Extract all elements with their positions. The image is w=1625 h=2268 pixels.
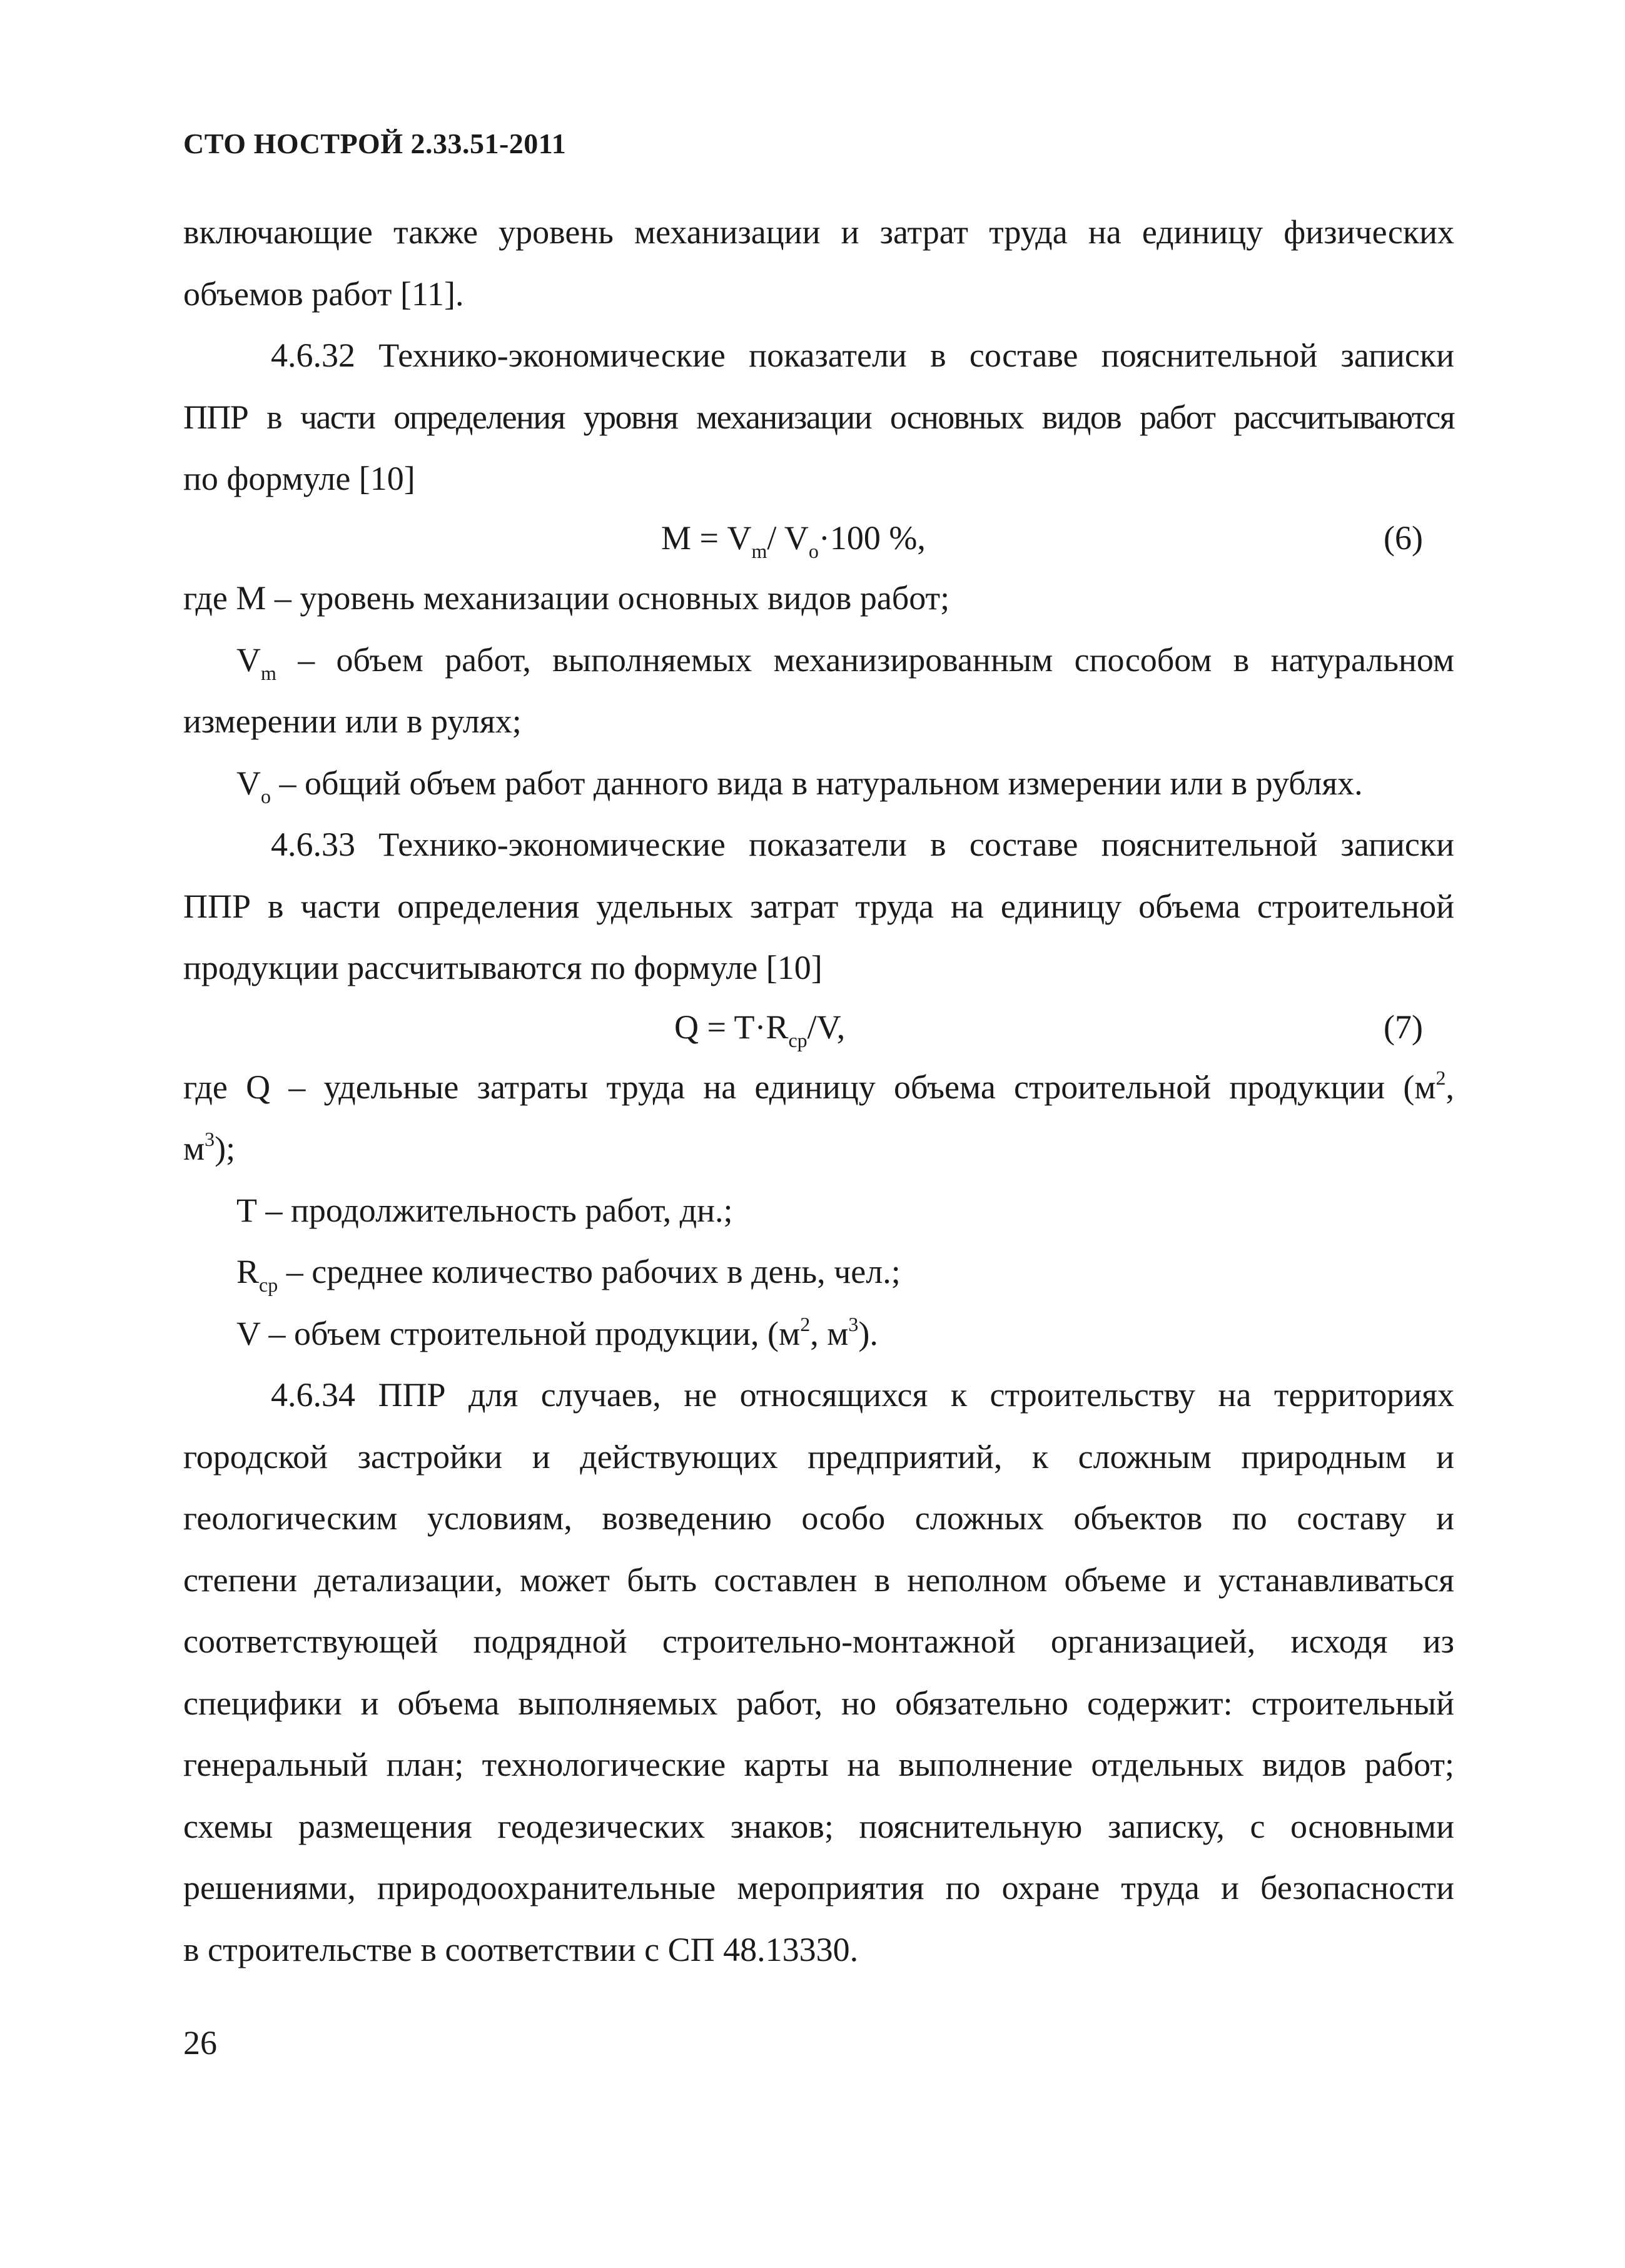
text-line: где М – уровень механизации основных видов работ; — [183, 579, 950, 617]
definition-rcp: $R_{ср}$ – среднее количество рабочих в день, чел.; — [236, 1253, 901, 1296]
text-line: геологическим условиям, возведению особо сложных объектов по составу и — [183, 1499, 1454, 1537]
paragraph-4-6-34-start: 4.6.34 ППР для случаев, не относящихся к строительству на территориях — [271, 1376, 1454, 1414]
document-header: СТО НОСТРОЙ 2.33.51-2011 — [183, 128, 567, 159]
text-line: генеральный план; технологические карты на выполнение отдельных видов работ; — [183, 1746, 1454, 1783]
equation-number-7: (7) — [1384, 1008, 1423, 1046]
paragraph-4-6-32-start: 4.6.32 Технико-экономические показатели в составе пояснительной записки — [271, 337, 1454, 374]
text-line: степени детализации, может быть составлен в неполном объеме и устанавливаться — [183, 1561, 1454, 1599]
text-line: специфики и объема выполняемых работ, но обязательно содержит: строительный — [183, 1684, 1454, 1722]
formula-6: $М = V_m/$ $V_o\cdot 100$ %, — [661, 519, 926, 562]
equation-number-6: (6) — [1384, 519, 1423, 557]
text-line: соответствующей подрядной строительно-монтажной организацией, исходя из — [183, 1623, 1454, 1660]
definition-v: V – объем строительной продукции, ($м^2$, $м^3$). — [236, 1313, 878, 1352]
definition-t: Т – продолжительность работ, дн.; — [236, 1192, 733, 1229]
definition-vo: $V_o$ – общий объем работ данного вида в натуральном измерении или в рублях. — [236, 764, 1363, 807]
text-line: объемов работ [11]. — [183, 275, 464, 313]
text-line: $м^3$); — [183, 1128, 236, 1167]
text-line: в строительстве в соответствии с СП 48.13330. — [183, 1931, 859, 1968]
text-line: включающие также уровень механизации и затрат труда на единицу физических — [183, 213, 1454, 251]
text-line: ППР в части определения уровня механизации основных видов работ рассчитываются — [183, 398, 1454, 436]
text-line: городской застройки и действующих предприятий, к сложным природным и — [183, 1438, 1454, 1476]
definition-q: где Q – удельные затраты труда на единицу объема строительной продукции ($м^2$, — [183, 1066, 1454, 1106]
text-line: ППР в части определения удельных затрат труда на единицу объема строительной — [183, 888, 1454, 925]
text-line: продукции рассчитываются по формуле [10] — [183, 949, 823, 986]
text-line: измерении или в рулях; — [183, 702, 522, 740]
formula-7: $Q = T\cdot R_{ср}/V$, — [674, 1008, 846, 1051]
paragraph-4-6-33-start: 4.6.33 Технико-экономические показатели в составе пояснительной записки — [271, 826, 1454, 863]
text-line: решениями, природоохранительные мероприятия по охране труда и безопасности — [183, 1869, 1454, 1906]
definition-vm: $V_m$ – объем работ, выполняемых механизированным способом в натуральном — [236, 641, 1454, 684]
page-number: 26 — [183, 2024, 217, 2062]
text-line: по формуле [10] — [183, 460, 415, 497]
text-line: схемы размещения геодезических знаков; пояснительную записку, с основными — [183, 1808, 1454, 1845]
